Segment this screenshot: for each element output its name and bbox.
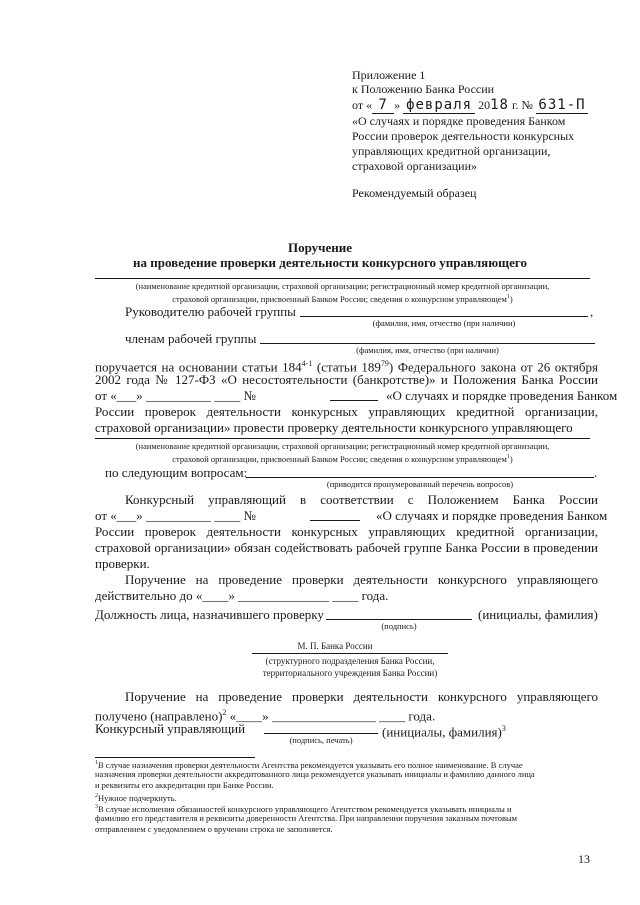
regulation-subject-3: управляющих кредитной организации, bbox=[352, 144, 551, 158]
stamp-caption-1: (структурного подразделения Банка России, bbox=[265, 656, 435, 666]
organization-blank-line-1[interactable] bbox=[95, 278, 590, 279]
regulation-number-blank-2[interactable] bbox=[310, 520, 360, 521]
document-title: Поручение bbox=[287, 240, 353, 255]
receipt-line1: Поручение на проведение проверки деятельности конкурсного управляющего bbox=[125, 689, 598, 704]
regulation-number: 631-П bbox=[536, 98, 588, 114]
group-members-label: членам рабочей группы bbox=[125, 331, 257, 346]
questions-blank[interactable] bbox=[246, 477, 594, 478]
regulation-subject-2: России проверок деятельности конкурсных bbox=[352, 129, 575, 143]
questions-caption: (приводится пронумерованный перечень вопросов) bbox=[326, 479, 514, 489]
signature-caption: (подпись) bbox=[381, 621, 417, 631]
group-leader-label: Руководителю рабочей группы bbox=[125, 304, 296, 319]
page-number: 13 bbox=[578, 852, 590, 866]
sample-note: Рекомендуемый образец bbox=[352, 186, 477, 200]
manager-initials: (инициалы, фамилия)$^3$ bbox=[382, 724, 506, 740]
paragraph1-line3b: «О случаях и порядке проведения Банком bbox=[386, 388, 618, 403]
regulation-subject-1: «О случаях и порядке проведения Банком bbox=[352, 114, 566, 128]
paragraph2-line2a: от «___» __________ ____ № bbox=[95, 508, 256, 523]
regulation-year: 18 bbox=[490, 97, 509, 113]
stamp-caption-2: территориального учреждения Банка России) bbox=[262, 668, 438, 678]
paragraph2-line1: Конкурсный управляющий в соответствии с Положением Банка России bbox=[125, 492, 598, 507]
manager-signature-blank[interactable] bbox=[264, 733, 378, 734]
regulation-label: к Положению Банка России bbox=[352, 82, 495, 96]
group-leader-caption: (фамилия, имя, отчество (при наличии) bbox=[372, 318, 516, 328]
regulation-subject-4: страховой организации» bbox=[352, 159, 478, 173]
footnote-3-line2: фамилию его представителя и реквизиты доверенности Агентства. При направлении поручения заказным почтовым bbox=[95, 813, 518, 823]
manager-label: Конкурсный управляющий bbox=[95, 721, 246, 736]
paragraph1-line2: 2002 года № 127-ФЗ «О несостоятельности (банкротстве)» и Положения Банка России bbox=[95, 372, 598, 387]
stamp-label: М. П. Банка России bbox=[297, 641, 373, 651]
signature-blank[interactable] bbox=[326, 619, 472, 620]
appendix-label: Приложение 1 bbox=[352, 68, 426, 82]
document-subtitle: на проведение проверки деятельности конкурсного управляющего bbox=[133, 255, 527, 270]
organization-blank-line-2[interactable] bbox=[95, 438, 590, 439]
paragraph3-line2: действительно до «____» ______________ ____ года. bbox=[95, 588, 389, 603]
receipt-line2: получено (направлено)$^2$ «____» ________________ ____ года. bbox=[95, 708, 436, 724]
stamp-blank[interactable] bbox=[252, 653, 448, 654]
organization-caption-1b: страховой организации, присвоенный Банком России; сведения о конкурсном управляющем$^1$) bbox=[172, 293, 513, 304]
paragraph2-line3: России проверок деятельности конкурсных управляющих кредитной организации, bbox=[95, 524, 598, 539]
regulation-month: февраля bbox=[403, 98, 475, 114]
footnote-1-line1: $^1$В случае назначения проверки деятельности Агентства рекомендуется указывать его полное наименование. В случае bbox=[95, 759, 523, 770]
footnote-1-line3: и реквизиты его аккредитации при Банке России. bbox=[95, 780, 274, 790]
footnote-1-line2: назначения проверки деятельности аккредитованного лица рекомендуется указывать инициалы и фамилию данного лица bbox=[95, 769, 535, 779]
paragraph1-line5: страховой организации» провести проверку деятельности конкурсного управляющего bbox=[95, 420, 573, 435]
footnote-2: $^2$Нужное подчеркнуть. bbox=[95, 792, 177, 803]
paragraph1-line3a: от «___» __________ ____ № bbox=[95, 388, 256, 403]
footnote-3-line1: $^3$В случае исполнения обязанностей конкурсного управляющего Агентством рекомендуется указывать инициалы и bbox=[95, 803, 512, 814]
initials-label: (инициалы, фамилия) bbox=[478, 607, 598, 622]
regulation-day: 7 bbox=[372, 98, 394, 114]
group-members-blank[interactable] bbox=[260, 343, 595, 344]
organization-caption-1a: (наименование кредитной организации, страховой организации; регистрационный номер кредитной организации, bbox=[135, 281, 550, 291]
organization-caption-2b: страховой организации, присвоенный Банком России; сведения о конкурсном управляющем$^1$) bbox=[172, 453, 513, 464]
paragraph3-line1: Поручение на проведение проверки деятельности конкурсного управляющего bbox=[125, 572, 598, 587]
paragraph2-line4: страховой организации» обязан содействовать рабочей группе Банка России в проведении bbox=[95, 540, 598, 555]
position-label: Должность лица, назначившего проверку bbox=[95, 607, 324, 622]
paragraph2-line2b: «О случаях и порядке проведения Банком bbox=[376, 508, 608, 523]
footnote-3-line3: отправлением с уведомлением о вручении строка не заполняется. bbox=[95, 824, 333, 834]
paragraph1-line1: поручается на основании статьи 184$^{4-1}$ (статьи $189^{79}$) Федерального закона от 26 октября bbox=[95, 359, 598, 375]
regulation-date-number: от « 7 » февраля 2018 г. № 631-П bbox=[352, 98, 588, 114]
paragraph1-line4: России проверок деятельности конкурсных управляющих кредитной организации, bbox=[95, 404, 598, 419]
group-members-caption: (фамилия, имя, отчество (при наличии) bbox=[356, 345, 499, 355]
manager-caption: (подпись, печать) bbox=[289, 735, 353, 745]
group-leader-blank[interactable] bbox=[300, 316, 588, 317]
paragraph2-line5: проверки. bbox=[95, 556, 150, 571]
organization-caption-2a: (наименование кредитной организации, страховой организации; регистрационный номер кредитной организации, bbox=[135, 441, 550, 451]
questions-label: по следующим вопросам: bbox=[105, 465, 248, 480]
regulation-number-blank-1[interactable] bbox=[330, 400, 378, 401]
